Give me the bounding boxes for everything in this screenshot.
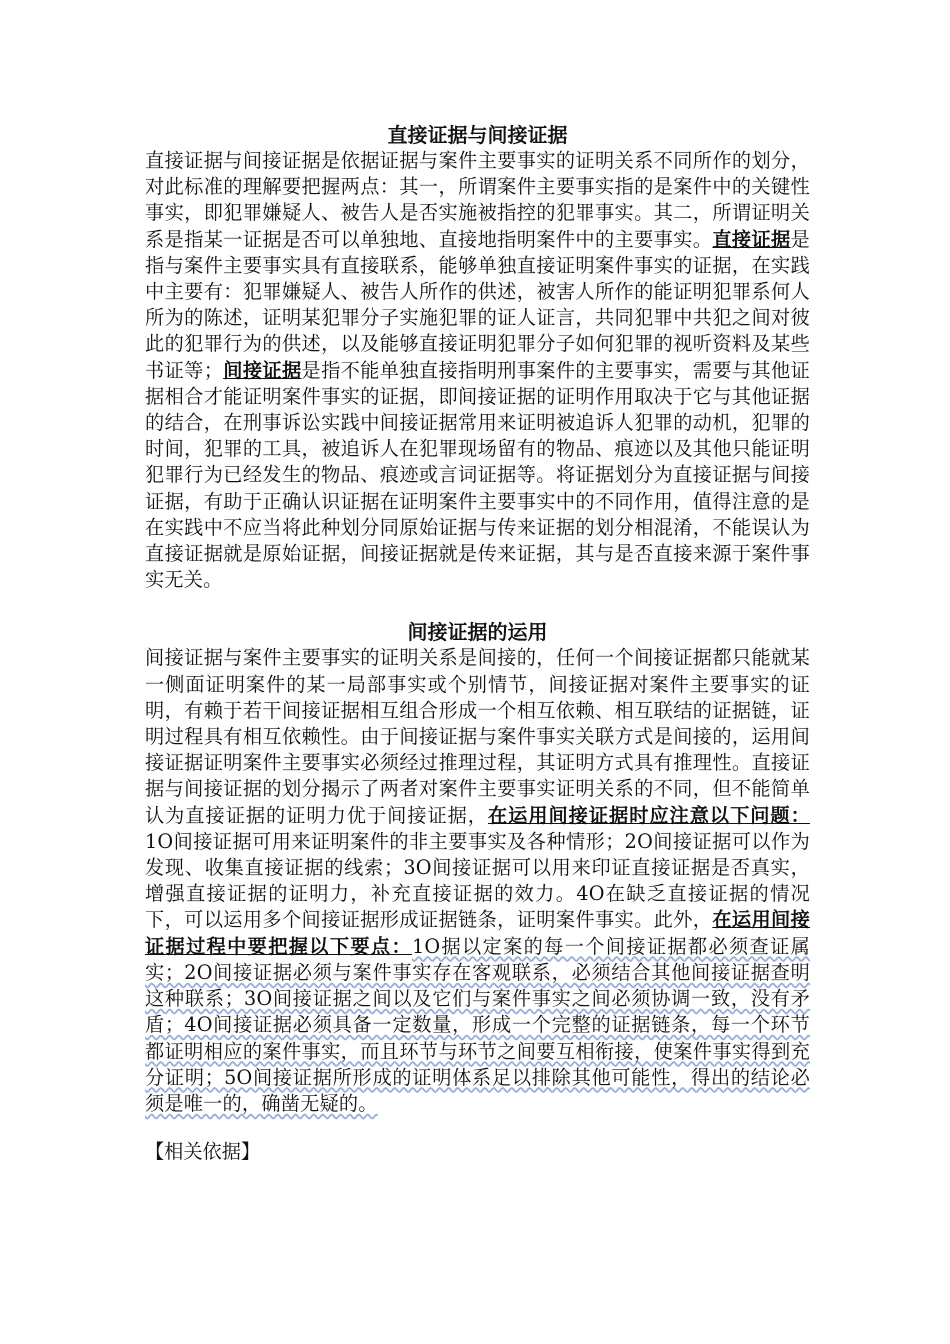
document-page	[145, 122, 810, 1165]
text-intro: 直接证据与间接证据是依据证据与案件主要事实的证明关系不同所作的划分，对此标准的理解要把握两点：其一，所谓案件主要事实指的是案件中的关键性事实，即犯罪嫌疑人、被告人是否实施被指控的犯罪事实。其二，所谓证明关系是指某一证据是否可以单独地、直接地指明案件中的主要事实。	[145, 149, 810, 251]
paragraph-direct-indirect	[145, 148, 810, 593]
section-title-direct-indirect: 直接证据与间接证据	[387, 123, 568, 147]
related-basis-label: 【相关依据】	[145, 1140, 261, 1164]
paragraph-indirect-use	[145, 645, 810, 1117]
text-indirect-use-intro: 间接证据与案件主要事实的证明关系是间接的，任何一个间接证据都只能就某一侧面证明案件的某一局部事实或个别情节，间接证据对案件主要事实的证明，有赖于若干间接证据相互组合形成一个相互依赖、相互联结的证据链，证明过程具有相互依赖性。由于间接证据与案件事实关联方式是间接的，运用间接证据证明案件主要事实必须经过推理过程，其证明方式具有推理性。直接证据与间接证据的划分揭示了两者对案件主要事实证明关系的不同，但不能简单认为直接证据的证明力优于间接证据，	[145, 646, 810, 827]
spacer	[145, 593, 810, 619]
text-notes-list: 1O间接证据可用来证明案件的非主要事实及各种情形；2O间接证据可以作为发现、收集直接证据的线索；3O间接证据可以用来印证直接证据是否真实，增强直接证据的证明力，补充直接证据的效力。4O在缺乏直接证据的情况下，可以运用多个间接证据形成证据链条，证明案件事实。此外，	[145, 829, 810, 932]
text-indirect-definition: 是指不能单独直接指明刑事案件的主要事实，需要与其他证据相合才能证明案件事实的证据，即间接证据的证明作用取决于它与其他证据的结合，在刑事诉讼实践中间接证据常用来证明被追诉人犯罪的动机，犯罪的时间，犯罪的工具，被追诉人在犯罪现场留有的物品、痕迹以及其他只能证明犯罪行为已经发生的物品、痕迹或言词证据等。将证据划分为直接证据与间接证据，有助于正确认识证据在证明案件主要事实中的不同作用，值得注意的是在实践中不应当将此种划分同原始证据与传来证据的划分相混淆，不能误认为直接证据就是原始证据，间接证据就是传来证据，其与是否直接来源于案件事实无关。	[145, 358, 810, 592]
section-title-indirect-use: 间接证据的运用	[407, 620, 548, 645]
heading-key-points: 在运用间接证据过程中要把握以下要点：	[145, 908, 811, 958]
term-indirect-evidence: 间接证据	[223, 358, 302, 382]
text-direct-definition: 是指与案件主要事实具有直接联系，能够单独直接证明案件事实的证据，在实践中主要有：犯罪嫌疑人、被告人所作的供述，被害人所作的能证明犯罪系何人所为的陈述，证明某犯罪分子实施犯罪的证人证言，共同犯罪中共犯之间对彼此的犯罪行为的供述，以及能够直接证明犯罪分子如何犯罪的视听资料及某些书证等；	[145, 227, 810, 382]
term-direct-evidence: 直接证据	[712, 227, 791, 251]
text-key-points-list: 1O据以定案的每一个间接证据都必须查证属实；2O间接证据必须与案件事实存在客观联系，必须结合其他间接证据查明这种联系；3O间接证据之间以及它们与案件事实之间必须协调一致，没有矛盾；4O间接证据必须具备一定数量，形成一个完整的证据链条，每一个环节都证明相应的案件事实，而且环节与环节之间要互相衔接，使案件事实得到充分证明；5O间接证据所形成的证明体系足以排除其他可能性，得出的结论必须是唯一的，确凿无疑的。	[145, 934, 810, 1115]
heading-notes: 在运用间接证据时应注意以下问题：	[487, 803, 810, 827]
